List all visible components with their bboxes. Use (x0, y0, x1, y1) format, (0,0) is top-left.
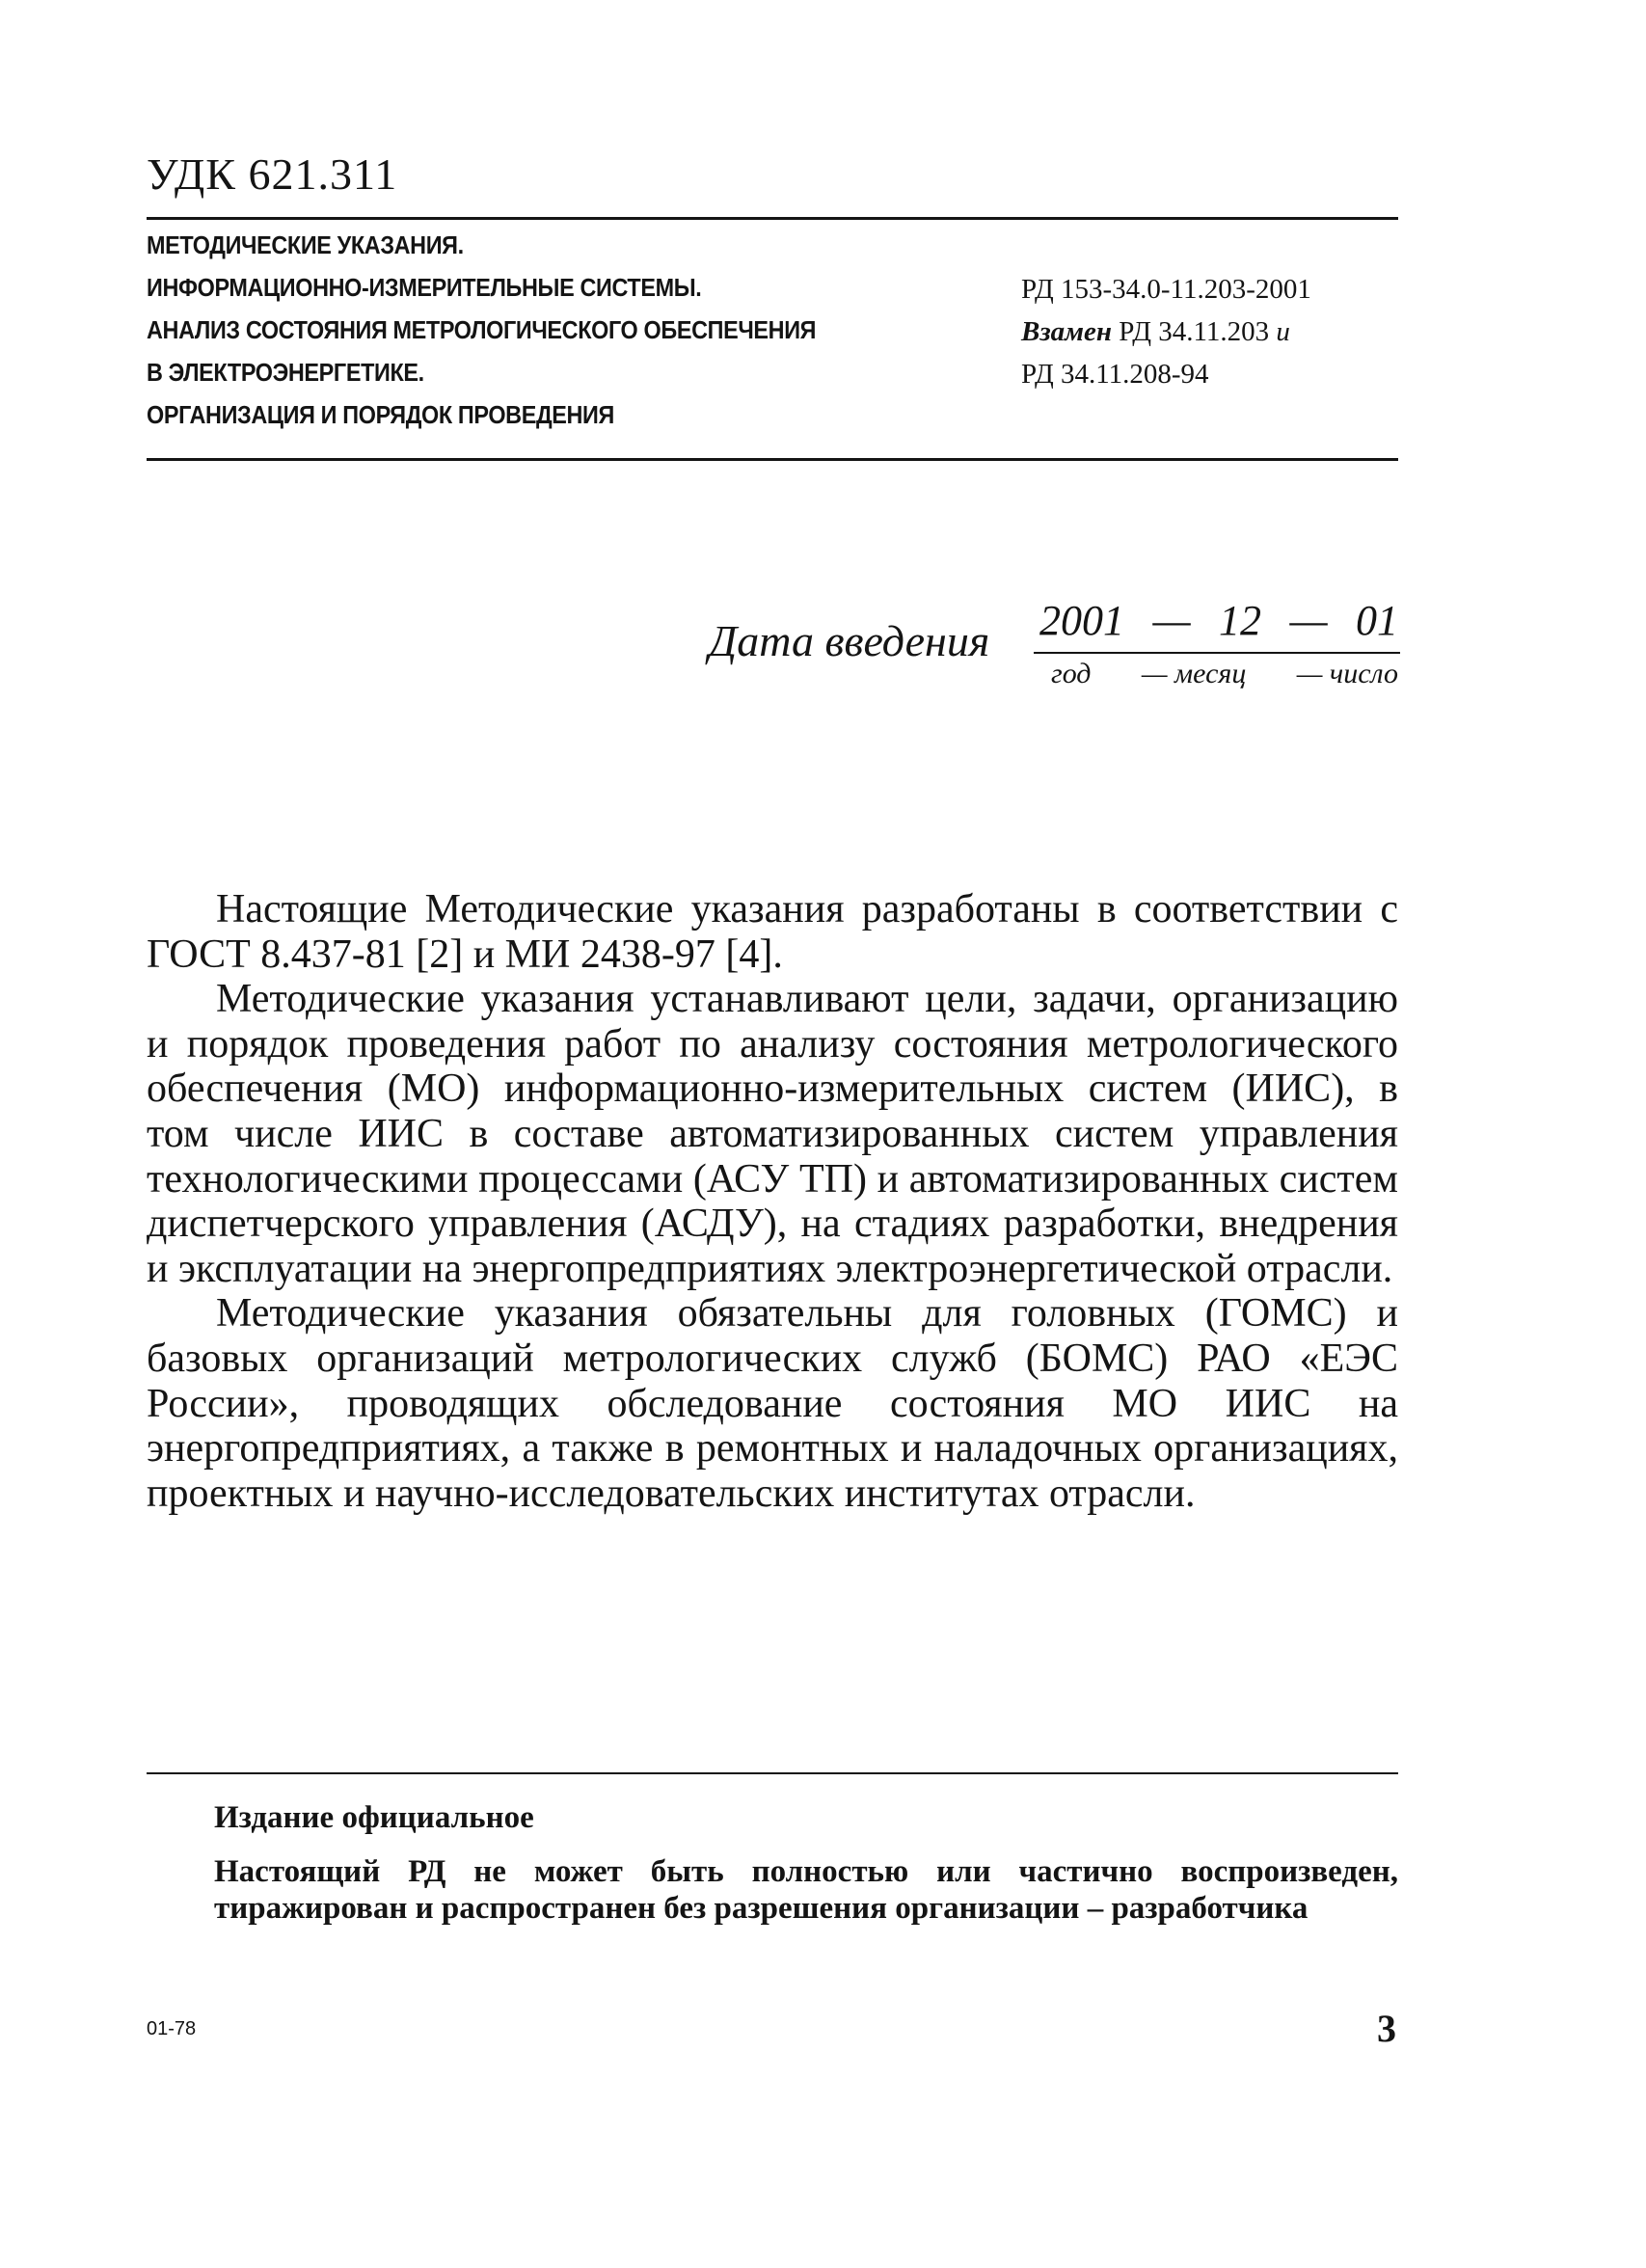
rd-designation (1021, 268, 1311, 395)
date-day: 01 (1356, 597, 1398, 644)
footnote-rule (147, 1772, 1398, 1774)
print-code: 01-78 (147, 2018, 197, 2039)
date-caption-year: год (1051, 658, 1092, 689)
rd-number: РД 153-34.0-11.203-2001 (1021, 274, 1311, 305)
page-number: 3 (1377, 2007, 1396, 2050)
date-caption-month: — месяц (1141, 658, 1247, 689)
title-line: ИНФОРМАЦИОННО-ИЗМЕРИТЕЛЬНЫЕ СИСТЕМЫ. (147, 273, 702, 302)
date-fraction-line (1034, 652, 1400, 654)
date-year: 2001 (1039, 597, 1124, 644)
title-rule-top (147, 217, 1398, 220)
body-paragraph: Методические указания устанавливают цели, задачи, организацию и порядок проведения работ по анализу состояния метрологического обеспечения (МО) информационно-измерительных систем (ИИС), в том числе ИИС в составе автоматизированных систем управления технологическими процессами (АСУ ТП) и автоматизированных систем диспетчерского управления (АСДУ), на стадиях разработки, внедрения и эксплуатации на энергопредприятиях электроэнергетической отрасли. (147, 977, 1398, 1291)
date-captions (1051, 658, 1398, 690)
rd-replaces-value2: РД 34.11.208-94 (1021, 359, 1209, 390)
date-dash: — (1289, 597, 1328, 644)
document-title (147, 224, 879, 436)
title-rule-bottom (147, 458, 1398, 461)
rd-replaces-value: РД 34.11.203 (1119, 316, 1270, 347)
udk-code: УДК 621.311 (147, 149, 398, 199)
rd-replaces-label: Взамен (1021, 316, 1112, 347)
body-paragraph: Методические указания обязательны для головных (ГОМС) и базовых организаций метрологических служб (БОМС) РАО «ЕЭС России», проводящих обследование состояния МО ИИС на энергопредприятиях, а также в ремонтных и наладочных организациях, проектных и научно-исследовательских институтах отрасли. (147, 1291, 1398, 1516)
date-caption-day: — число (1296, 658, 1398, 689)
body-text (147, 887, 1398, 1516)
title-line: МЕТОДИЧЕСКИЕ УКАЗАНИЯ. (147, 230, 464, 259)
title-line: В ЭЛЕКТРОЭНЕРГЕТИКЕ. (147, 358, 424, 387)
title-line: АНАЛИЗ СОСТОЯНИЯ МЕТРОЛОГИЧЕСКОГО ОБЕСПЕЧЕНИЯ (147, 315, 817, 344)
date-month: 12 (1219, 597, 1261, 644)
title-line: ОРГАНИЗАЦИЯ И ПОРЯДОК ПРОВЕДЕНИЯ (147, 400, 614, 429)
body-paragraph: Настоящие Методические указания разработаны в соответствии с ГОСТ 8.437-81 [2] и МИ 2438-97 [4]. (147, 887, 1398, 977)
reproduction-notice: Настоящий РД не может быть полностью или частично воспроизведен, тиражирован и распространен без разрешения организации – разработчика (214, 1854, 1398, 1926)
rd-replaces-and: и (1276, 316, 1290, 347)
date-dash: — (1152, 597, 1191, 644)
footnote (214, 1799, 1398, 1927)
edition-note: Издание официальное (214, 1800, 534, 1835)
date-label: Дата введения (709, 616, 990, 665)
date-values (1039, 596, 1398, 645)
rd-replaces (1021, 310, 1311, 353)
